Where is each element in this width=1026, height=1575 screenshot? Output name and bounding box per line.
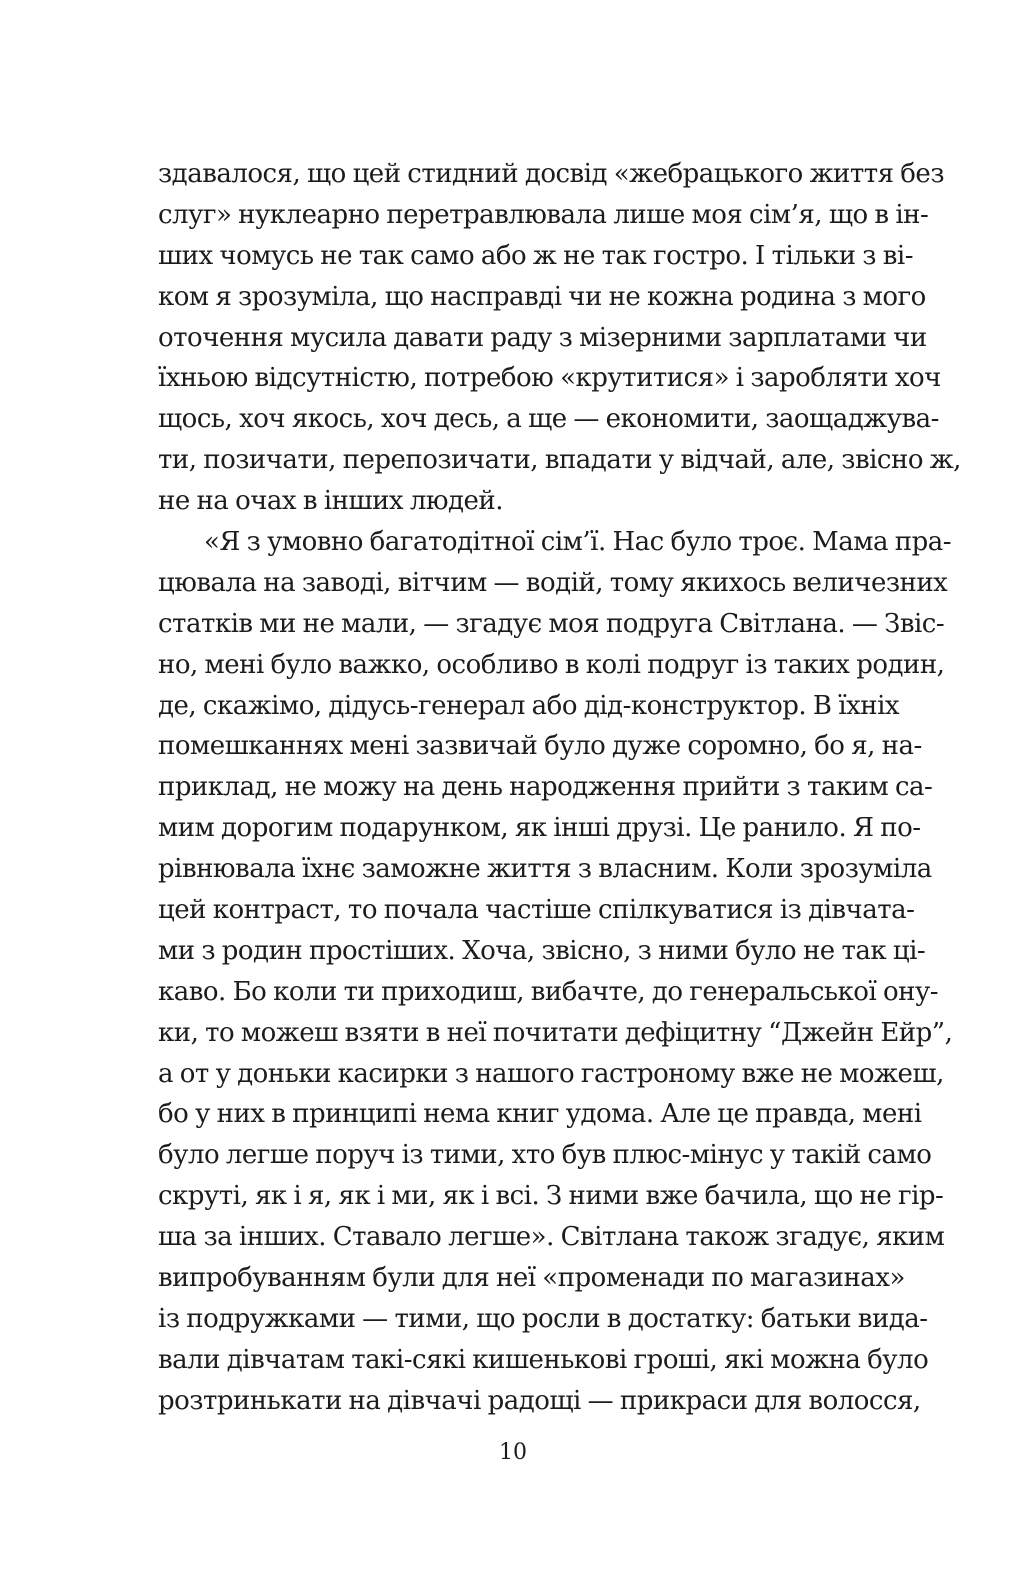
text-line: було легше поруч із тими, хто був плюс-мінус у такій само (158, 1140, 932, 1171)
text-line: випробуванням були для неї «променади по магазинах» (158, 1263, 905, 1294)
text-line: а от у доньки касирки з нашого гастроному вже не можеш, (158, 1058, 944, 1089)
text-line: ша за інших. Ставало легше». Світлана також згадує, яким (158, 1222, 945, 1253)
text-line: ми з родин простіших. Хоча, звісно, з ними було не так ці- (158, 935, 926, 966)
text-line: щось, хоч якось, хоч десь, а ще — економити, заощаджува- (158, 404, 939, 435)
text-line: ки, то можеш взяти в неї почитати дефіцитну “Джейн Ейр”, (158, 1017, 953, 1048)
text-line: здавалося, що цей стидний досвід «жебрацького життя без (158, 159, 944, 189)
text-line: не на очах в інших людей. (158, 486, 503, 517)
text-line: помешканнях мені зазвичай було дуже соромно, бо я, на- (158, 731, 922, 762)
text-line: бо у них в принципі нема книг удома. Але це правда, мені (158, 1099, 922, 1130)
text-line: каво. Бо коли ти приходиш, вибачте, до генеральської ону- (158, 976, 939, 1007)
text-line: слуг» нуклеарно перетравлювала лише моя сім’я, що в ін- (158, 199, 929, 230)
text-line: ти, позичати, перепозичати, впадати у відчай, але, звісно ж, (158, 445, 961, 476)
text-line: ком я зрозуміла, що насправді чи не кожна родина з мого (158, 281, 926, 312)
text-line: ших чомусь не так само або ж не так гостро. І тільки з ві- (158, 240, 913, 271)
text-line: де, скажімо, дідусь-генерал або дід-конструктор. В їхніх (158, 690, 900, 721)
paragraph-2 (158, 522, 953, 1422)
text-line: цювала на заводі, вітчим — водій, тому якихось величезних (158, 567, 948, 598)
text-line: приклад, не можу на день народження прийти з таким са- (158, 772, 933, 803)
text-line: із подружками — тими, що росли в достатку: батьки вида- (158, 1303, 928, 1334)
text-line: мим дорогим подарунком, як інші друзі. Це ранило. Я по- (158, 813, 921, 844)
text-line: статків ми не мали, — згадує моя подруга Світлана. — Звіс- (158, 608, 945, 639)
page-number: 10 (499, 1440, 527, 1465)
text-line: «Я з умовно багатодітної сім’ї. Нас було троє. Мама пра- (204, 527, 951, 558)
text-line: їхньою відсутністю, потребою «крутитися» і заробляти хоч (158, 363, 941, 394)
text-line: скруті, як і я, як і ми, як і всі. З ними вже бачила, що не гір- (158, 1181, 944, 1212)
paragraph-1 (158, 154, 961, 522)
text-line: цей контраст, то почала частіше спілкуватися із дівчата- (158, 895, 915, 926)
text-line: рівнювала їхнє заможне життя з власним. Коли зрозуміла (158, 854, 932, 885)
text-line: но, мені було важко, особливо в колі подруг із таких родин, (158, 649, 945, 680)
text-line: розтринькати на дівчачі радощі — прикраси для волосся, (158, 1385, 921, 1416)
body-text (158, 154, 961, 1422)
text-line: оточення мусила давати раду з мізерними зарплатами чи (158, 322, 927, 353)
text-line: вали дівчатам такі-сякі кишенькові гроші, які можна було (158, 1344, 929, 1375)
